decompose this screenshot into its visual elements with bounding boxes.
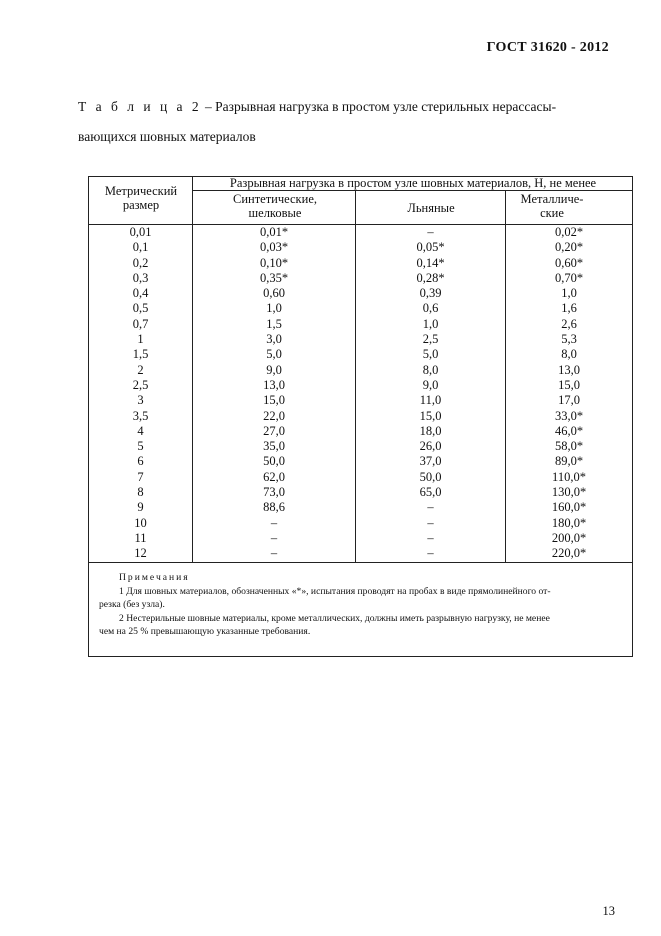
table-cell: 88,6 xyxy=(263,500,285,515)
table-cell: 1,6 xyxy=(561,301,577,316)
table-cell: 2,5 xyxy=(132,377,149,392)
table-cell: 0,60 xyxy=(263,286,285,301)
table-cell: 0,7 xyxy=(132,316,149,331)
table-cell: 0,39 xyxy=(419,286,442,301)
column-synthetic xyxy=(193,225,355,562)
table-cell: 130,0* xyxy=(551,485,587,500)
table-cell: 0,28* xyxy=(416,270,445,285)
table-cell: 13,0 xyxy=(263,377,285,392)
table-cell: 1 xyxy=(137,332,144,347)
table-cell: 9,0 xyxy=(422,377,439,392)
note-1-line-1: 1 Для шовных материалов, обозначенных «*», испытания проводят на пробах в виде прямолинейного от- xyxy=(119,585,551,597)
note-2-line-1: 2 Нестерильные шовные материалы, кроме металлических, должны иметь разрывную нагрузку, не менее xyxy=(119,612,550,624)
table-cell: – xyxy=(427,515,434,530)
table-cell: 0,20* xyxy=(554,240,584,255)
table-cell: 65,0 xyxy=(419,485,442,500)
table-cell: 7 xyxy=(137,469,144,484)
table-cell: – xyxy=(270,546,278,561)
table-cell: 15,0 xyxy=(558,377,580,392)
table-cell: 5,0 xyxy=(266,347,282,362)
note-1-line-2: резка (без узла). xyxy=(99,599,165,610)
table-caption-prefix: Т а б л и ц а 2 xyxy=(78,99,202,114)
table-cell: 0,01 xyxy=(129,225,152,239)
table-cell: 3 xyxy=(137,393,144,408)
table-cell: 4 xyxy=(137,423,144,438)
document-header: ГОСТ 31620 - 2012 xyxy=(486,40,609,55)
table-cell: 12 xyxy=(134,546,147,561)
table-cell: 46,0* xyxy=(554,423,584,438)
table-cell: 200,0* xyxy=(551,530,587,545)
table-cell: 33,0* xyxy=(554,408,584,423)
table-cell: 6 xyxy=(137,454,144,469)
table-cell: 2,6 xyxy=(561,316,577,331)
column-flax xyxy=(356,225,505,562)
table-cell: – xyxy=(270,530,278,545)
table-cell: 11,0 xyxy=(419,393,442,408)
table-cell: 2,5 xyxy=(422,332,439,347)
note-2-line-2: чем на 25 % превышающую указанные требования. xyxy=(99,626,311,637)
table-cell: 0,10* xyxy=(259,255,289,270)
table-cell: – xyxy=(427,546,434,561)
table-cell: 220,0* xyxy=(551,546,587,561)
table-cell: 18,0 xyxy=(419,423,442,438)
table-cell: 3,5 xyxy=(132,408,149,423)
table-caption-line1: – Разрывная нагрузка в простом узле стерильных нерассасы- xyxy=(201,99,557,114)
table-cell: 62,0 xyxy=(263,469,285,484)
table-cell: 1,0 xyxy=(266,301,282,316)
table-cell: 0,2 xyxy=(132,255,149,270)
table-cell: 2 xyxy=(137,362,144,377)
table-cell: 22,0 xyxy=(263,408,285,423)
table-cell: 160,0* xyxy=(551,500,587,515)
table-cell: – xyxy=(270,515,278,530)
table-caption xyxy=(78,92,608,152)
table-cell: 1,5 xyxy=(132,347,149,362)
table-cell: 0,1 xyxy=(132,240,149,255)
table-cell: 0,14* xyxy=(416,255,445,270)
header-breaking-load: Разрывная нагрузка в простом узле шовных материалов, Н, не менее xyxy=(229,176,597,190)
table-cell: 0,05* xyxy=(416,240,445,255)
table-cell: 50,0 xyxy=(419,469,442,484)
table-caption-line2: вающихся шовных материалов xyxy=(78,129,256,144)
table-cell: 11 xyxy=(134,530,147,545)
breaking-load-table xyxy=(88,176,633,657)
table-cell: 37,0 xyxy=(419,454,442,469)
table-cell: 9 xyxy=(137,500,144,515)
table-cell: 8 xyxy=(137,485,144,500)
column-metric-size xyxy=(89,225,192,562)
table-cell: 58,0* xyxy=(554,439,584,454)
table-cell: 50,0 xyxy=(263,454,285,469)
notes-title: Примечания xyxy=(119,572,190,583)
table-cell: 9,0 xyxy=(266,362,282,377)
table-cell: 0,35* xyxy=(259,270,289,285)
table-cell: 0,5 xyxy=(132,301,149,316)
table-cell: 1,5 xyxy=(266,316,282,331)
table-cell: 10 xyxy=(134,515,147,530)
table-cell: – xyxy=(427,500,434,515)
table-cell: 73,0 xyxy=(263,485,285,500)
table-cell: 0,02* xyxy=(554,225,584,239)
table-cell: 8,0 xyxy=(422,362,439,377)
notes-block xyxy=(89,571,632,639)
table-cell: 1,0 xyxy=(422,316,439,331)
header-metric-size: Метрический размер xyxy=(104,184,178,212)
table-cell: 180,0* xyxy=(551,515,587,530)
table-cell: 0,60* xyxy=(554,255,584,270)
page-number: 13 xyxy=(602,904,615,918)
table-cell: 5 xyxy=(137,439,144,454)
table-cell: 27,0 xyxy=(263,423,285,438)
table-cell: 17,0 xyxy=(558,393,580,408)
table-cell: – xyxy=(427,530,434,545)
header-flax: Льняные xyxy=(407,201,455,215)
table-cell: 15,0 xyxy=(263,393,285,408)
table-cell: 0,6 xyxy=(422,301,439,316)
table-cell: 0,4 xyxy=(132,286,149,301)
table-cell: 35,0 xyxy=(263,439,285,454)
table-cell: 8,0 xyxy=(561,347,577,362)
table-cell: 5,0 xyxy=(422,347,439,362)
table-cell: 5,3 xyxy=(561,332,577,347)
header-synthetic: Синтетические, шелковые xyxy=(232,192,317,220)
table-cell: 0,01* xyxy=(259,225,289,239)
header-metal: Металличе-ские xyxy=(520,192,584,220)
header-divider xyxy=(192,190,632,191)
table-cell: 0,3 xyxy=(132,270,149,285)
table-cell: – xyxy=(427,225,434,239)
notes-divider xyxy=(89,562,632,563)
table-cell: 110,0* xyxy=(552,469,586,484)
table-cell: 15,0 xyxy=(419,408,442,423)
column-metal xyxy=(506,225,632,562)
table-cell: 0,03* xyxy=(259,240,289,255)
table-cell: 0,70* xyxy=(554,270,584,285)
table-cell: 1,0 xyxy=(561,286,577,301)
table-cell: 89,0* xyxy=(554,454,584,469)
table-cell: 13,0 xyxy=(558,362,580,377)
table-cell: 3,0 xyxy=(266,332,282,347)
table-cell: 26,0 xyxy=(419,439,442,454)
